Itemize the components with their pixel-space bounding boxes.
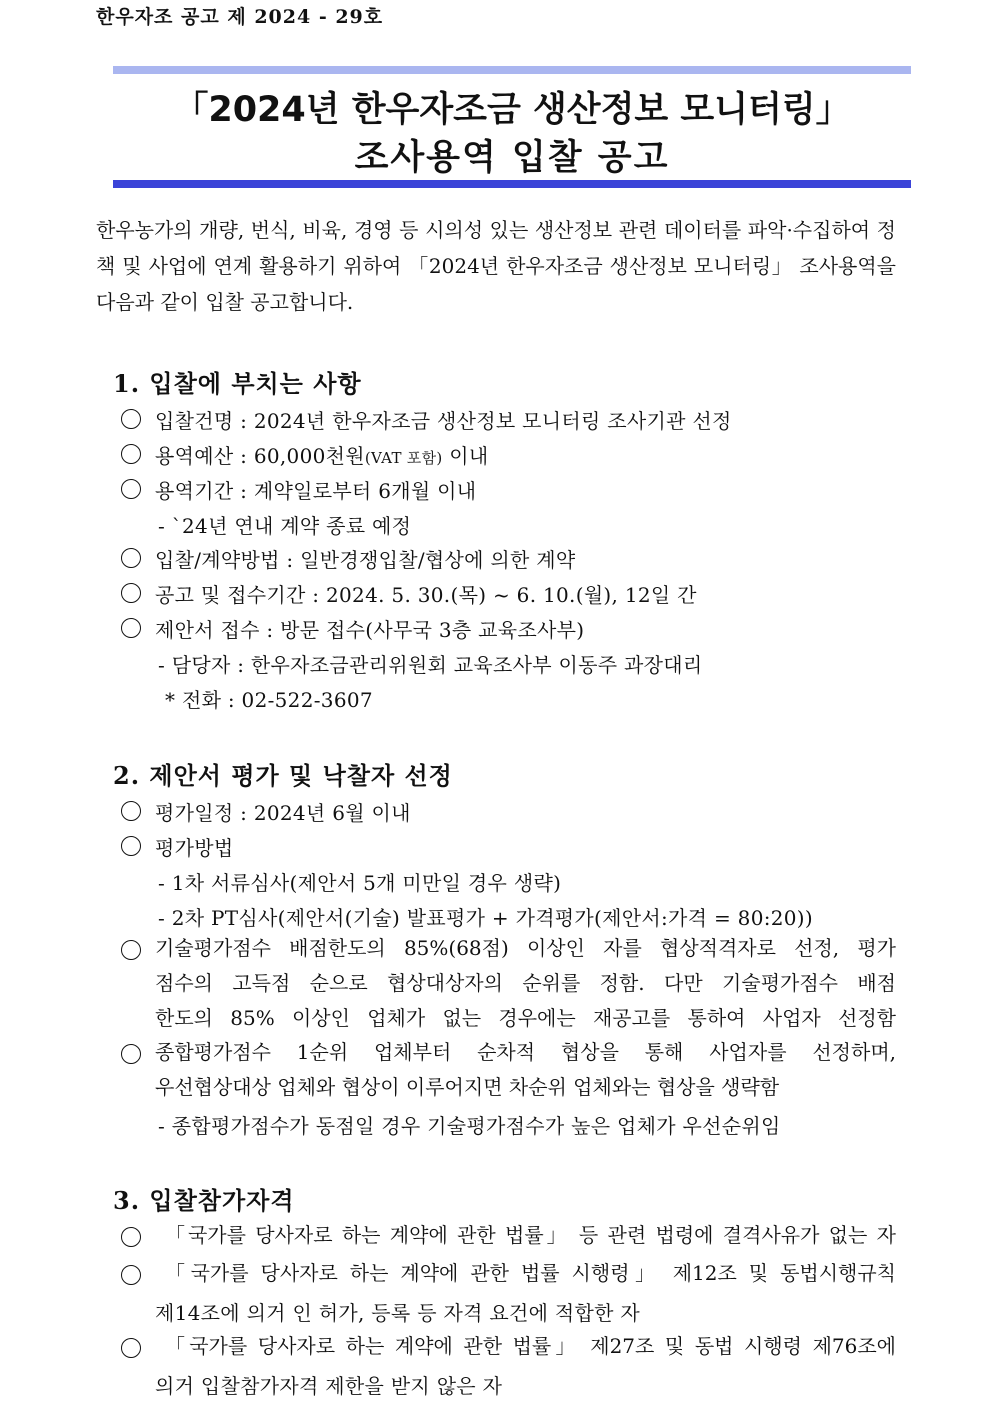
title-bottom-rule bbox=[113, 180, 911, 188]
item-name: 입찰건명 : 2024년 한우자조금 생산정보 모니터링 조사기관 선정 bbox=[155, 409, 732, 433]
contact-person: - 담당자 : 한우자조금관리위원회 교육조사부 이동주 과장대리 bbox=[158, 653, 703, 677]
qualification-3-line-1: 「국가를 당사자로 하는 계약에 관한 법률」 제27조 및 동법 시행령 제76조에 bbox=[165, 1334, 896, 1358]
evaluation-step-1: - 1차 서류심사(제안서 5개 미만일 경우 생략) bbox=[158, 871, 562, 895]
section1-heading: 1. 입찰에 부치는 사항 bbox=[113, 369, 362, 398]
circle-bullet-icon bbox=[121, 1044, 141, 1064]
budget-suffix: 이내 bbox=[442, 444, 489, 468]
tie-rule: - 종합평가점수가 동점일 경우 기술평가점수가 높은 업체가 우선순위임 bbox=[158, 1114, 781, 1138]
title-top-rule bbox=[113, 66, 911, 74]
circle-bullet-icon bbox=[121, 444, 141, 464]
budget-amount: 용역예산 : 60,000천원 bbox=[155, 444, 365, 468]
evaluation-step-2: - 2차 PT심사(제안서(기술) 발표평가 + 가격평가(제안서:가격 = 80:20)) bbox=[158, 906, 814, 930]
circle-bullet-icon bbox=[121, 1338, 141, 1358]
title-line-2: 조사용역 입찰 공고 bbox=[354, 138, 670, 178]
budget-note: (VAT 포함) bbox=[364, 449, 443, 467]
contact-phone: * 전화 : 02-522-3607 bbox=[165, 688, 373, 712]
criteria-line-1: 기술평가점수 배점한도의 85%(68점) 이상인 자를 협상적격자로 선정, 평가 bbox=[155, 936, 896, 960]
service-period: 용역기간 : 계약일로부터 6개월 이내 bbox=[155, 479, 477, 503]
title-box bbox=[113, 66, 911, 188]
contract-method: 입찰/계약방법 : 일반경쟁입찰/협상에 의한 계약 bbox=[155, 548, 576, 572]
criteria-line-2: 점수의 고득점 순으로 협상대상자의 순위를 정함. 다만 기술평가점수 배점 bbox=[155, 971, 896, 995]
circle-bullet-icon bbox=[121, 1265, 141, 1285]
circle-bullet-icon bbox=[121, 801, 141, 821]
circle-bullet-icon bbox=[121, 1227, 141, 1247]
circle-bullet-icon bbox=[121, 940, 141, 960]
criteria-line-3: 한도의 85% 이상인 업체가 없는 경우에는 재공고를 통하여 사업자 선정함 bbox=[155, 1006, 896, 1030]
notice-number: 한우자조 공고 제 2024 - 29호 bbox=[96, 6, 384, 28]
circle-bullet-icon bbox=[121, 548, 141, 568]
notice-period: 공고 및 접수기간 : 2024. 5. 30.(목) ~ 6. 10.(월), 12일 간 bbox=[155, 583, 697, 607]
budget bbox=[155, 440, 488, 469]
circle-bullet-icon bbox=[121, 409, 141, 429]
circle-bullet-icon bbox=[121, 479, 141, 499]
circle-bullet-icon bbox=[121, 583, 141, 603]
circle-bullet-icon bbox=[121, 618, 141, 638]
qualification-3-line-2: 의거 입찰참가자격 제한을 받지 않은 자 bbox=[155, 1374, 503, 1398]
negotiation-line-2: 우선협상대상 업체와 협상이 이루어지면 차순위 업체와는 협상을 생략함 bbox=[155, 1075, 780, 1099]
service-period-note: - `24년 연내 계약 종료 예정 bbox=[158, 514, 412, 538]
negotiation-line-1: 종합평가점수 1순위 업체부터 순차적 협상을 통해 사업자를 선정하며, bbox=[155, 1040, 896, 1064]
section2-heading: 2. 제안서 평가 및 낙찰자 선정 bbox=[113, 761, 453, 790]
qualification-2-line-1: 「국가를 당사자로 하는 계약에 관한 법률 시행령」 제12조 및 동법시행규칙 bbox=[165, 1261, 896, 1285]
qualification-2-line-2: 제14조에 의거 인 허가, 등록 등 자격 요건에 적합한 자 bbox=[155, 1301, 641, 1325]
intro-paragraph: 한우농가의 개량, 번식, 비육, 경영 등 시의성 있는 생산정보 관련 데이터를 파악·수집하여 정책 및 사업에 연계 활용하기 위하여 「2024년 한우자조금 생산정보 모니터링」 조사용역을 다음과 같이 입찰 공고합니다. bbox=[96, 218, 896, 314]
evaluation-method: 평가방법 bbox=[155, 836, 234, 860]
section3-heading: 3. 입찰참가자격 bbox=[113, 1186, 295, 1215]
circle-bullet-icon bbox=[121, 836, 141, 856]
qualification-1: 「국가를 당사자로 하는 계약에 관한 법률」 등 관련 법령에 결격사유가 없는 자 bbox=[165, 1223, 896, 1247]
proposal-submission: 제안서 접수 : 방문 접수(사무국 3층 교육조사부) bbox=[155, 618, 585, 642]
title-line-1: 「2024년 한우자조금 생산정보 모니터링」 bbox=[173, 90, 851, 130]
evaluation-schedule: 평가일정 : 2024년 6월 이내 bbox=[155, 801, 411, 825]
